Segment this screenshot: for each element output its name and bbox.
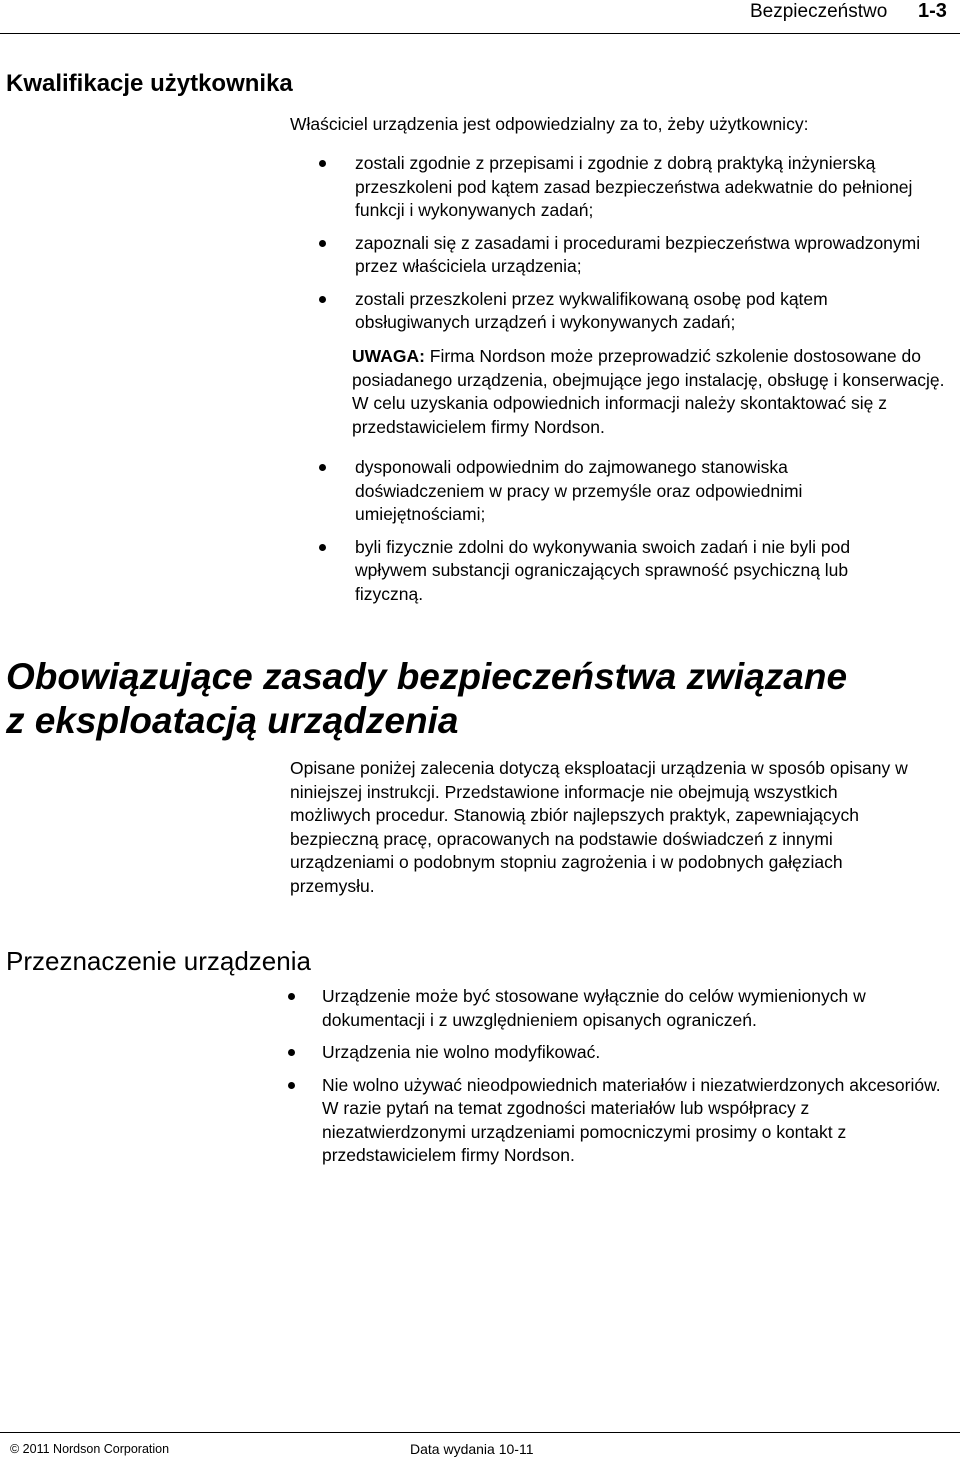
bullet-icon: [319, 464, 326, 471]
bullet-icon: [319, 160, 326, 167]
qualifications-intro: Właściciel urządzenia jest odpowiedzialny za to, żeby użytkownicy:: [290, 114, 809, 134]
note-label: UWAGA:: [352, 346, 425, 366]
footer-edition-date: Data wydania 10-11: [410, 1441, 534, 1457]
heading-safety-rules-line1: Obowiązujące zasady bezpieczeństwa związane: [6, 656, 848, 697]
list-item: [355, 232, 925, 279]
bullet-icon: [288, 993, 295, 1000]
safety-rules-paragraph: Opisane poniżej zalecenia dotyczą eksploatacji urządzenia w sposób opisany w niniejszej instrukcji. Przedstawione informacje nie obejmują wszystkich możliwych procedur. Stanowią zbiór najlepszych praktyk, zapewniających bezpieczną pracę, opracowanych na podstawie doświadczeń z innymi urządzeniami o podobnym stopniu zagrożenia i w podobnych gałęziach przemysłu.: [290, 758, 908, 896]
bullet-icon: [319, 544, 326, 551]
heading-qualifications: Kwalifikacje użytkownika: [6, 70, 293, 97]
list-item: [355, 536, 895, 607]
list-item-text: byli fizycznie zdolni do wykonywania swoich zadań i nie byli pod wpływem substancji ograniczających sprawność psychiczną lub fizyczną.: [355, 536, 851, 604]
list-item-text: zostali zgodnie z przepisami i zgodnie z dobrą praktyką inżynierską przeszkoleni pod kątem zasad bezpieczeństwa adekwatnie do pełnionej funkcji i wykonywanych zadań;: [355, 153, 913, 220]
running-header: [0, 0, 960, 34]
list-item-text: Urządzenie może być stosowane wyłącznie do celów wymienionych w dokumentacji i z uwzględnieniem opisanych ograniczeń.: [322, 986, 866, 1030]
heading-intended-use: Przeznaczenie urządzenia: [6, 946, 311, 976]
list-item: [322, 1074, 942, 1168]
heading-safety-rules-line2: z eksploatacją urządzenia: [6, 700, 459, 741]
list-item-text: zostali przeszkoleni przez wykwalifikowaną osobę pod kątem obsługiwanych urządzeń i wykonywanych zadań;: [355, 288, 828, 332]
note-text: Firma Nordson może przeprowadzić szkolenie dostosowane do posiadanego urządzenia, obejmujące jego instalację, obsługę i konserwację. W celu uzyskania odpowiednich informacji należy skontaktować się z przedstawicielem firmy Nordson.: [352, 346, 945, 437]
bullet-icon: [288, 1082, 295, 1089]
page-number: 1-3: [918, 0, 947, 22]
intended-use-list: [322, 985, 942, 1168]
list-item: [322, 985, 942, 1032]
footer-rule: [0, 1432, 960, 1433]
note-block: [352, 345, 952, 439]
header-title: Bezpieczeństwo: [750, 1, 888, 22]
list-item-text: dysponowali odpowiednim do zajmowanego stanowiska doświadczeniem w pracy w przemyśle oraz odpowiednimi umiejętnościami;: [355, 457, 803, 524]
list-item: [322, 1041, 942, 1065]
qualifications-list: [355, 152, 925, 335]
list-item: [355, 456, 895, 527]
bullet-icon: [319, 296, 326, 303]
footer-copyright: © 2011 Nordson Corporation: [10, 1442, 170, 1456]
header-rule: [0, 33, 960, 34]
page-footer: [0, 1432, 960, 1459]
bullet-icon: [288, 1049, 295, 1056]
qualifications-list-2: [355, 456, 895, 606]
list-item: [355, 288, 925, 335]
bullet-icon: [319, 240, 326, 247]
list-item-text: zapoznali się z zasadami i procedurami bezpieczeństwa wprowadzonymi przez właściciela urządzenia;: [355, 232, 921, 276]
list-item-text: Nie wolno używać nieodpowiednich materiałów i niezatwierdzonych akcesoriów. W razie pytań na temat zgodności materiałów lub współpracy z niezatwierdzonymi urządzeniami pomocniczymi prosimy o kontakt z przedstawicielem firmy Nordson.: [322, 1074, 941, 1165]
list-item-text: Urządzenia nie wolno modyfikować.: [322, 1042, 601, 1062]
list-item: [355, 152, 925, 223]
